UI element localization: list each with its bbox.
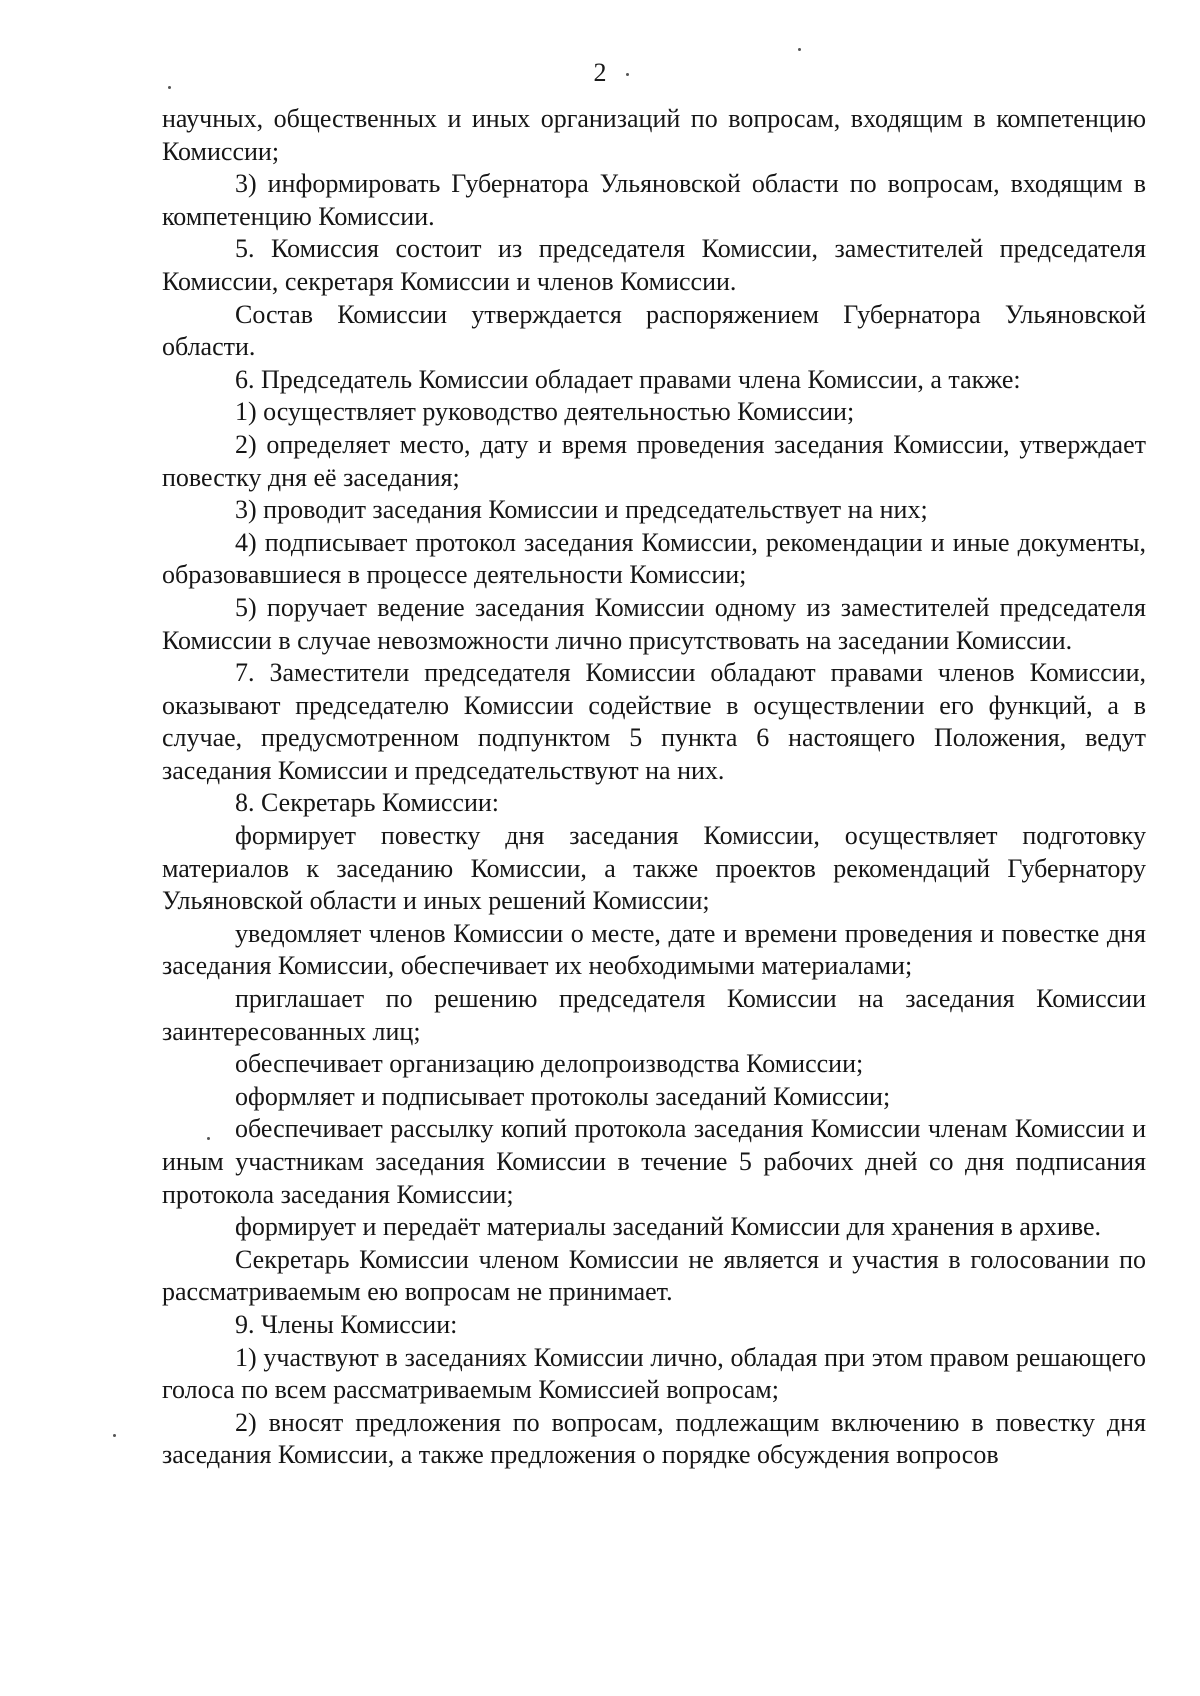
paragraph-6-item-4: 4) подписывает протокол заседания Комиссии, рекомендации и иные документы, образовавшиеся в процессе деятельности Комиссии; — [162, 527, 1146, 590]
scan-speck — [168, 86, 171, 89]
paragraph-9-item-1: 1) участвуют в заседаниях Комиссии лично, обладая при этом правом решающего голоса по всем рассматриваемым Комиссией вопросам; — [162, 1342, 1146, 1405]
paragraph-8-secretary: 8. Секретарь Комиссии: — [235, 788, 499, 818]
paragraph-9-members: 9. Члены Комиссии: — [235, 1309, 458, 1339]
scan-speck — [626, 73, 629, 76]
paragraph-8-protocols: оформляет и подписывает протоколы заседаний Комиссии; — [235, 1081, 891, 1111]
scan-speck — [798, 48, 801, 51]
scan-speck — [113, 1434, 116, 1437]
paragraph-7-deputies: 7. Заместители председателя Комиссии обладают правами членов Комиссии, оказывают председателю Комиссии содействие в осуществлении его функций, а в случае, предусмотренном подпунктом 5 пункта 6 настоящего Положения, ведут заседания Комиссии и председательствуют на них. — [162, 658, 1146, 785]
paragraph-8-notify: уведомляет членов Комиссии о месте, дате и времени проведения и повестке дня заседания Комиссии, обеспечивает их необходимыми материалами; — [162, 918, 1146, 981]
paragraph-6-item-5: 5) поручает ведение заседания Комиссии одному из заместителей председателя Комиссии в случае невозможности лично присутствовать на заседании Комиссии. — [162, 592, 1146, 655]
scan-speck — [207, 1137, 210, 1140]
paragraph-8-distribution: обеспечивает рассылку копий протокола заседания Комиссии членам Комиссии и иным участникам заседания Комиссии в течение 5 рабочих дней со дня подписания протокола заседания Комиссии; — [162, 1114, 1146, 1209]
paragraph-8-invite: приглашает по решению председателя Комиссии на заседания Комиссии заинтересованных лиц; — [162, 984, 1146, 1046]
paragraph-6-item-3: 3) проводит заседания Комиссии и председательствует на них; — [235, 495, 928, 525]
page-number: 2 — [593, 58, 607, 87]
paragraph-composition-approval: Состав Комиссии утверждается распоряжением Губернатора Ульяновской области. — [162, 299, 1146, 362]
paragraph-9-item-2: 2) вносят предложения по вопросам, подлежащим включению в повестку дня заседания Комиссии, а также предложения о порядке обсуждения вопросов — [162, 1407, 1146, 1470]
paragraph-6-item-1: 1) осуществляет руководство деятельностью Комиссии; — [235, 397, 855, 427]
paragraph-8-agenda: формирует повестку дня заседания Комиссии, осуществляет подготовку материалов к заседанию Комиссии, а также проектов рекомендаций Губернатору Ульяновской области и иных решений Комиссии; — [162, 821, 1146, 916]
document-body — [162, 103, 1146, 1472]
paragraph-6-item-2: 2) определяет место, дату и время проведения заседания Комиссии, утверждает повестку дня её заседания; — [162, 429, 1146, 492]
paragraph-5-composition: 5. Комиссия состоит из председателя Комиссии, заместителей председателя Комиссии, секретаря Комиссии и членов Комиссии. — [162, 234, 1146, 296]
paragraph-continuation: научных, общественных и иных организаций по вопросам, входящим в компетенцию Комиссии; — [162, 104, 1146, 166]
paragraph-6-chairman: 6. Председатель Комиссии обладает правами члена Комиссии, а также: — [235, 364, 1021, 394]
paragraph-item-3-inform: 3) информировать Губернатора Ульяновской области по вопросам, входящим в компетенцию Комиссии. — [162, 169, 1146, 231]
paragraph-8-not-member: Секретарь Комиссии членом Комиссии не является и участия в голосовании по рассматриваемым ею вопросам не принимает. — [162, 1244, 1146, 1307]
paragraph-8-records: обеспечивает организацию делопроизводства Комиссии; — [235, 1049, 864, 1079]
paragraph-8-archive: формирует и передаёт материалы заседаний Комиссии для хранения в архиве. — [235, 1212, 1101, 1242]
